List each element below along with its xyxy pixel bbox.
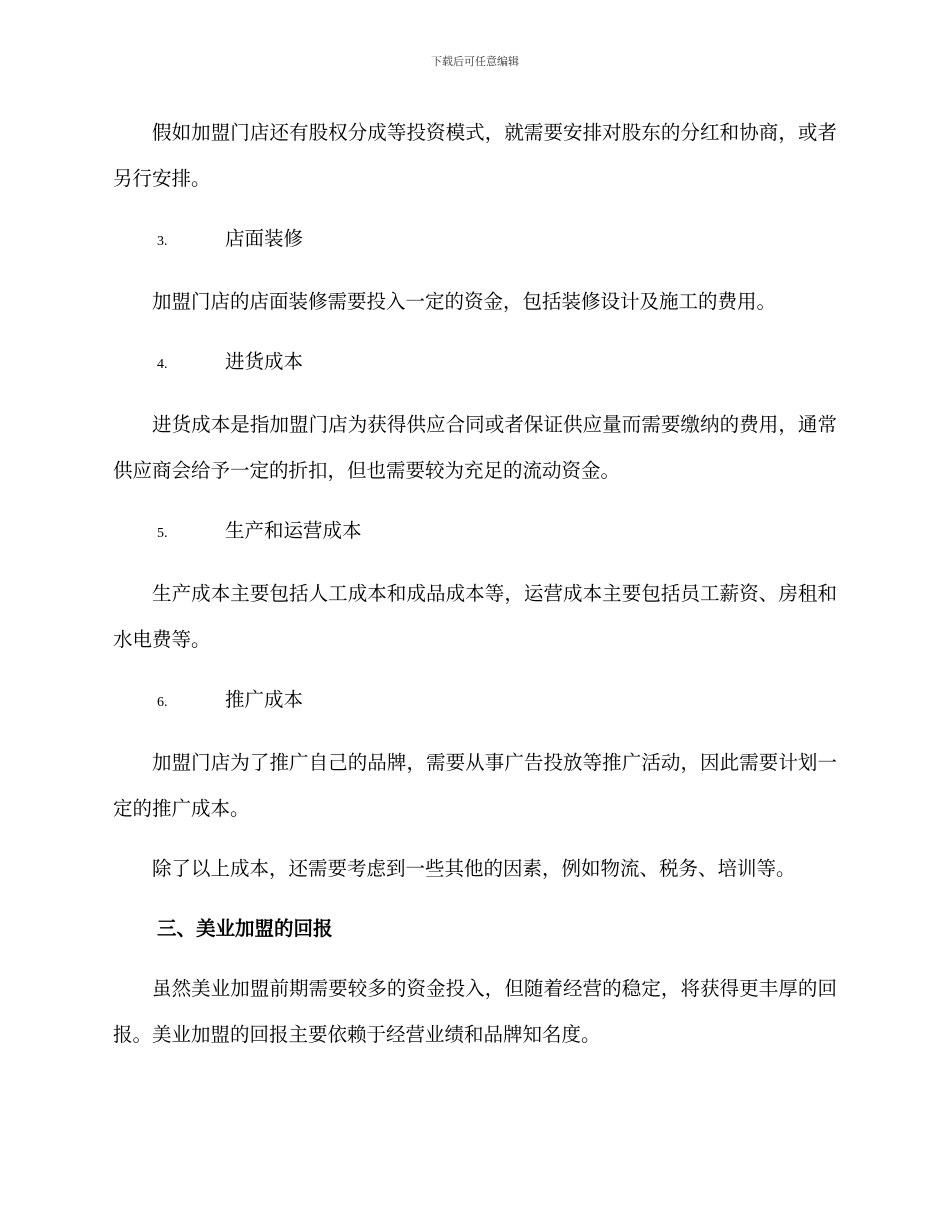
section-heading-returns: 三、美业加盟的回报	[157, 917, 333, 940]
list-item-operation-cost	[113, 508, 837, 557]
document-body	[113, 110, 837, 1072]
list-title: 推广成本	[225, 688, 304, 711]
paragraph-renovation: 加盟门店的店面装修需要投入一定的资金，包括装修设计及施工的费用。	[152, 290, 777, 313]
list-item-purchase-cost	[113, 339, 837, 388]
paragraph-operation-cost: 生产成本主要包括人工成本和成品成本等，运营成本主要包括员工薪资、房租和水电费等。	[113, 582, 837, 651]
list-number: 6.	[157, 695, 168, 710]
paragraph-returns: 虽然美业加盟前期需要较多的资金投入，但随着经营的稳定，将获得更丰厚的回报。美业加盟的回报主要依赖于经营业绩和品牌知名度。	[113, 977, 837, 1046]
paragraph-other-factors: 除了以上成本，还需要考虑到一些其他的因素，例如物流、税务、培训等。	[152, 857, 796, 880]
list-number: 5.	[157, 526, 168, 541]
paragraph-equity: 假如加盟门店还有股权分成等投资模式，就需要安排对股东的分红和协商，或者另行安排。	[113, 121, 837, 190]
paragraph-purchase-cost: 进货成本是指加盟门店为获得供应合同或者保证供应量而需要缴纳的费用，通常供应商会给予一定的折扣，但也需要较为充足的流动资金。	[113, 413, 837, 482]
page-header: 下载后可任意编辑	[431, 55, 519, 68]
list-item-promotion-cost	[113, 677, 837, 726]
list-number: 4.	[157, 357, 168, 372]
list-item-renovation	[113, 216, 837, 265]
list-number: 3.	[157, 234, 168, 249]
paragraph-promotion-cost: 加盟门店为了推广自己的品牌，需要从事广告投放等推广活动，因此需要计划一定的推广成本。	[113, 751, 837, 820]
list-title: 店面装修	[225, 227, 304, 250]
list-title: 生产和运营成本	[225, 519, 362, 542]
list-title: 进货成本	[225, 350, 304, 373]
